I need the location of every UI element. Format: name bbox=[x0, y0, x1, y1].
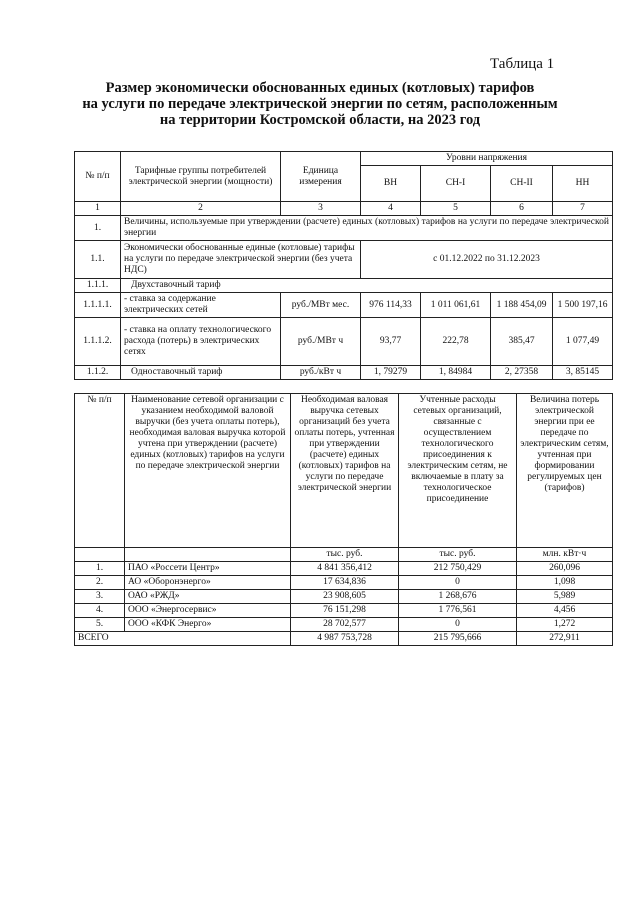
value-costs: 0 bbox=[399, 618, 517, 632]
header-nn: НН bbox=[553, 166, 613, 202]
header-groups: Тарифные группы потребителей электрической энергии (мощности) bbox=[121, 152, 281, 202]
row-unit: руб./МВт ч bbox=[281, 318, 361, 366]
header-unit: Единица измерения bbox=[281, 152, 361, 202]
units-row bbox=[75, 548, 613, 562]
table-row bbox=[75, 576, 613, 590]
column-number: 2 bbox=[121, 202, 281, 216]
value-nn: 1 077,49 bbox=[553, 318, 613, 366]
unit-losses: млн. кВт·ч bbox=[517, 548, 613, 562]
network-organizations-table bbox=[74, 393, 613, 646]
value-losses: 260,096 bbox=[517, 562, 613, 576]
header-name: Наименование сетевой организации с указанием необходимой валовой выручки (без учета оплаты потерь), необходимая валовая выручка которой учтена при утверждении (расчете) единых (котловых) тарифов на услуги по передаче электрической энергии bbox=[125, 394, 291, 548]
row-num: 1. bbox=[75, 216, 121, 241]
table-label: Таблица 1 bbox=[490, 56, 555, 72]
row-text: Экономически обоснованные единые (котловые) тарифы на услуги по передаче электрической энергии (без учета НДС) bbox=[121, 241, 361, 279]
header-row bbox=[75, 394, 613, 548]
value-sn1: 1, 84984 bbox=[421, 366, 491, 380]
value-sn2: 2, 27358 bbox=[491, 366, 553, 380]
header-nvv: Необходимая валовая выручка сетевых организаций без учета оплаты потерь, учтенная при утверждении (расчете) единых (котловых) тарифов на услуги по передаче электрической энергии bbox=[291, 394, 399, 548]
value-vn: 976 114,33 bbox=[361, 293, 421, 318]
units-empty bbox=[75, 548, 125, 562]
total-costs: 215 795,666 bbox=[399, 632, 517, 646]
value-losses: 1,098 bbox=[517, 576, 613, 590]
row-text: - ставка на оплату технологического расхода (потерь) в электрических сетях bbox=[121, 318, 281, 366]
unit-nvv: тыс. руб. bbox=[291, 548, 399, 562]
column-number: 5 bbox=[421, 202, 491, 216]
value-costs: 212 750,429 bbox=[399, 562, 517, 576]
total-nvv: 4 987 753,728 bbox=[291, 632, 399, 646]
header-losses: Величина потерь электрической энергии при ее передаче по электрическим сетям, учтенная при формировании регулируемых цен (тарифов) bbox=[517, 394, 613, 548]
value-nvv: 4 841 356,412 bbox=[291, 562, 399, 576]
row-num: 1.1.1.2. bbox=[75, 318, 121, 366]
total-losses: 272,911 bbox=[517, 632, 613, 646]
value-costs: 1 776,561 bbox=[399, 604, 517, 618]
table-row bbox=[75, 279, 613, 293]
value-losses: 1,272 bbox=[517, 618, 613, 632]
value-nvv: 76 151,298 bbox=[291, 604, 399, 618]
title-line-2: на услуги по передаче электрической энергии по сетям, расположенным bbox=[82, 96, 558, 112]
org-name: АО «Оборонэнерго» bbox=[125, 576, 291, 590]
title-line-1: Размер экономически обоснованных единых (котловых) тарифов bbox=[105, 80, 535, 96]
table-row bbox=[75, 318, 613, 366]
value-sn1: 1 011 061,61 bbox=[421, 293, 491, 318]
column-number: 3 bbox=[281, 202, 361, 216]
total-row bbox=[75, 632, 613, 646]
value-costs: 1 268,676 bbox=[399, 590, 517, 604]
table-row bbox=[75, 618, 613, 632]
value-sn2: 385,47 bbox=[491, 318, 553, 366]
row-num: 1.1.1. bbox=[75, 279, 121, 293]
column-number: 7 bbox=[553, 202, 613, 216]
column-numbers-row bbox=[75, 202, 613, 216]
header-levels: Уровни напряжения bbox=[361, 152, 613, 166]
value-nn: 3, 85145 bbox=[553, 366, 613, 380]
org-name: ОАО «РЖД» bbox=[125, 590, 291, 604]
title-line-3: на территории Костромской области, на 2023 год bbox=[159, 112, 481, 128]
column-number: 1 bbox=[75, 202, 121, 216]
row-text: Величины, используемые при утверждении (расчете) единых (котловых) тарифов на услуги по передаче электрической энергии bbox=[121, 216, 613, 241]
row-num: 3. bbox=[75, 590, 125, 604]
header-row bbox=[75, 152, 613, 166]
table-row bbox=[75, 562, 613, 576]
value-nvv: 17 634,836 bbox=[291, 576, 399, 590]
value-nvv: 28 702,577 bbox=[291, 618, 399, 632]
header-vn: ВН bbox=[361, 166, 421, 202]
table-row bbox=[75, 604, 613, 618]
total-label: ВСЕГО bbox=[75, 632, 291, 646]
table-row bbox=[75, 590, 613, 604]
value-losses: 5,989 bbox=[517, 590, 613, 604]
row-unit: руб./МВт мес. bbox=[281, 293, 361, 318]
value-vn: 1, 79279 bbox=[361, 366, 421, 380]
row-num: 1.1.2. bbox=[75, 366, 121, 380]
value-costs: 0 bbox=[399, 576, 517, 590]
table-row bbox=[75, 366, 613, 380]
value-nn: 1 500 197,16 bbox=[553, 293, 613, 318]
unit-costs: тыс. руб. bbox=[399, 548, 517, 562]
row-num: 1.1. bbox=[75, 241, 121, 279]
row-num: 2. bbox=[75, 576, 125, 590]
table-row bbox=[75, 216, 613, 241]
value-sn2: 1 188 454,09 bbox=[491, 293, 553, 318]
column-number: 6 bbox=[491, 202, 553, 216]
row-text: - ставка за содержание электрических сетей bbox=[121, 293, 281, 318]
value-losses: 4,456 bbox=[517, 604, 613, 618]
row-period: с 01.12.2022 по 31.12.2023 bbox=[361, 241, 613, 279]
row-num: 1. bbox=[75, 562, 125, 576]
column-number: 4 bbox=[361, 202, 421, 216]
header-num: № п/п bbox=[75, 152, 121, 202]
value-sn1: 222,78 bbox=[421, 318, 491, 366]
row-num: 1.1.1.1. bbox=[75, 293, 121, 318]
header-sn2: СН-II bbox=[491, 166, 553, 202]
tariff-table bbox=[74, 151, 613, 380]
org-name: ООО «Энергосервис» bbox=[125, 604, 291, 618]
header-num: № п/п bbox=[75, 394, 125, 548]
row-num: 5. bbox=[75, 618, 125, 632]
row-unit: руб./кВт ч bbox=[281, 366, 361, 380]
header-sn1: СН-I bbox=[421, 166, 491, 202]
row-num: 4. bbox=[75, 604, 125, 618]
value-nvv: 23 908,605 bbox=[291, 590, 399, 604]
units-empty bbox=[125, 548, 291, 562]
value-vn: 93,77 bbox=[361, 318, 421, 366]
table-row bbox=[75, 241, 613, 279]
row-text: Одноставочный тариф bbox=[121, 366, 281, 380]
table-row bbox=[75, 293, 613, 318]
header-costs: Учтенные расходы сетевых организаций, связанные с осуществлением технологического присоединения к электрическим сетям, не включаемые в плату за технологическое присоединение bbox=[399, 394, 517, 548]
document-title bbox=[60, 80, 580, 128]
org-name: ООО «КФК Энерго» bbox=[125, 618, 291, 632]
row-text: Двухставочный тариф bbox=[121, 279, 613, 293]
org-name: ПАО «Россети Центр» bbox=[125, 562, 291, 576]
